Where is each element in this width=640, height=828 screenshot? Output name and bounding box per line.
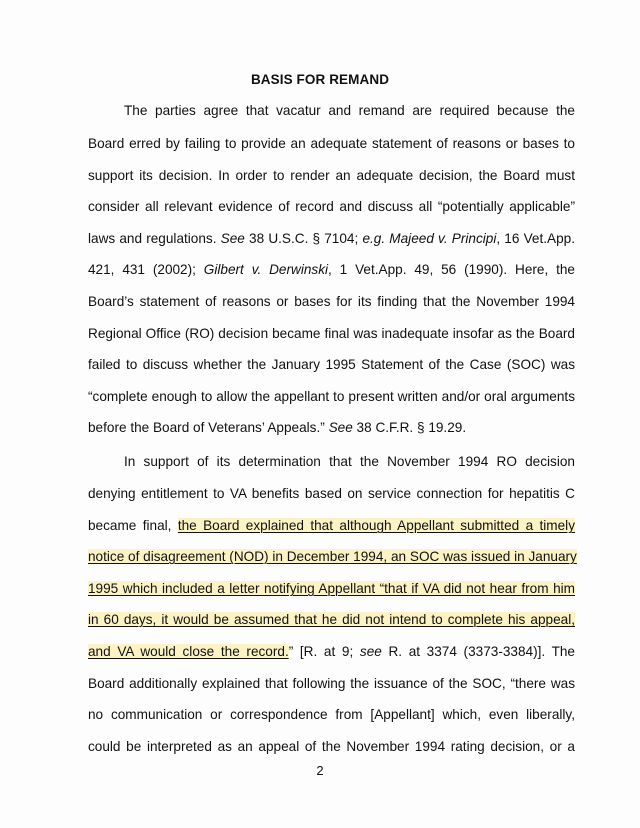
text-line: became final, the Board explained that although Appellant submitted a timely bbox=[88, 518, 575, 533]
text-line: 421, 431 (2002); Gilbert v. Derwinski, 1 Vet.App. 49, 56 (1990). Here, the bbox=[88, 262, 575, 277]
text-line: could be interpreted as an appeal of the November 1994 rating decision, or a bbox=[88, 739, 575, 754]
text-line: consider all relevant evidence of record and discuss all “potentially applicable” bbox=[88, 199, 575, 214]
text-line: Board additionally explained that following the issuance of the SOC, “there was bbox=[88, 676, 575, 691]
text-line: denying entitlement to VA benefits based on service connection for hepatitis C bbox=[88, 486, 575, 501]
highlighted-text: the Board explained that although Appellant submitted a timely bbox=[177, 518, 575, 533]
text-line bbox=[88, 549, 575, 565]
text-line: The parties agree that vacatur and remand are required because the bbox=[124, 103, 575, 118]
section-heading: BASIS FOR REMAND bbox=[250, 72, 390, 87]
text-line bbox=[88, 612, 575, 628]
highlighted-text: and VA would close the record. bbox=[88, 644, 289, 659]
text-line: support its decision. In order to render an adequate decision, the Board must bbox=[88, 168, 575, 183]
highlighted-text: 1995 which included a letter notifying Appellant “that if VA did not hear from him bbox=[88, 581, 575, 596]
text-line: Board erred by failing to provide an adequate statement of reasons or bases to bbox=[88, 136, 575, 151]
highlighted-text: in 60 days, it would be assumed that he did not intend to complete his appeal, bbox=[88, 612, 575, 627]
text-line: before the Board of Veterans’ Appeals.” See 38 C.F.R. § 19.29. bbox=[88, 420, 467, 435]
page-number: 2 bbox=[316, 763, 324, 778]
text-line: Regional Office (RO) decision became final was inadequate insofar as the Board bbox=[88, 326, 575, 341]
text-line: Board’s statement of reasons or bases for its finding that the November 1994 bbox=[88, 294, 575, 309]
text-line bbox=[88, 581, 575, 597]
text-line: and VA would close the record.” [R. at 9; see R. at 3374 (3373-3384)]. The bbox=[88, 644, 575, 659]
text-line: “complete enough to allow the appellant to present written and/or oral arguments bbox=[88, 389, 575, 404]
highlighted-text: notice of disagreement (NOD) in December 1994, an SOC was issued in January bbox=[88, 549, 577, 564]
text-line: no communication or correspondence from [Appellant] which, even liberally, bbox=[88, 707, 575, 722]
text-line: laws and regulations. See 38 U.S.C. § 7104; e.g. Majeed v. Principi, 16 Vet.App. bbox=[88, 231, 575, 246]
text-line: failed to discuss whether the January 1995 Statement of the Case (SOC) was bbox=[88, 357, 575, 372]
text-line: In support of its determination that the November 1994 RO decision bbox=[124, 454, 575, 469]
